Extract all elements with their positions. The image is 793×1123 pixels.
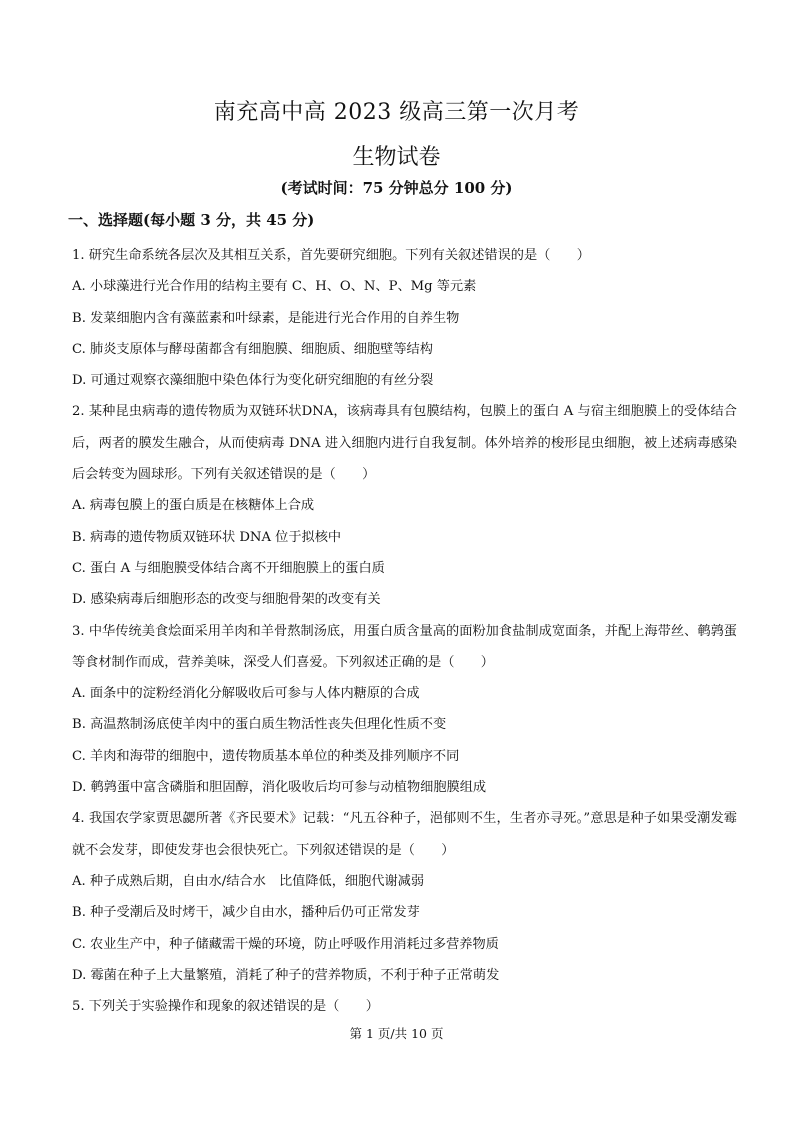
exam-title: 南充高中高 2023 级高三第一次月考	[213, 100, 580, 125]
option-b: B. 种子受潮后及时烤干，减少自由水，播种后仍可正常发芽	[72, 905, 420, 921]
option-d: D. 感染病毒后细胞形态的改变与细胞骨架的改变有关	[72, 592, 381, 608]
option-d: D. 鹌鹑蛋中富含磷脂和胆固醇，消化吸收后均可参与动植物细胞膜组成	[72, 780, 487, 796]
option-d: D. 霉菌在种子上大量繁殖，消耗了种子的营养物质，不利于种子正常萌发	[72, 967, 500, 983]
question-stem: 2. 某种昆虫病毒的遗传物质为双链环状DNA，该病毒具有包膜结构，包膜上的蛋白 A 与宿主细胞膜上的受体结合后，两者的膜发生融合，从而使病毒 DNA 进入细胞内进行自我复制。体外培养的梭形昆虫细胞，被上述病毒感染后会转变为圆球形。下列有关叙述错误的是（ ）	[72, 404, 737, 483]
option-a: A. 病毒包膜上的蛋白质是在核糖体上合成	[72, 498, 315, 514]
option-a: A. 种子成熟后期，自由水/结合水 比值降低，细胞代谢减弱	[72, 873, 425, 889]
option-c: C. 肺炎支原体与酵母菌都含有细胞膜、细胞质、细胞壁等结构	[72, 341, 433, 357]
question	[72, 616, 737, 804]
option-b: B. 发菜细胞内含有藻蓝素和叶绿素，是能进行光合作用的自养生物	[72, 310, 460, 326]
option-a: A. 面条中的淀粉经消化分解吸收后可参与人体内糖原的合成	[72, 686, 420, 702]
subject-title: 生物试卷	[352, 145, 441, 170]
option-c: C. 羊肉和海带的细胞中，遗传物质基本单位的种类及排列顺序不同	[72, 748, 460, 764]
question-stem: 4. 我国农学家贾思勰所著《齐民要术》记载：“凡五谷种子，浥郁则不生，生者亦寻死。”意思是种子如果受潮发霉就不会发芽，即使发芽也会很快死亡。下列叙述错误的是（ ）	[72, 811, 737, 858]
option-c: C. 农业生产中，种子储藏需干燥的环境，防止呼吸作用消耗过多营养物质	[72, 936, 499, 952]
question	[72, 396, 737, 615]
question	[72, 991, 737, 1022]
question-list	[72, 240, 737, 1022]
question	[72, 803, 737, 991]
question-stem: 5. 下列关于实验操作和现象的叙述错误的是（ ）	[72, 999, 379, 1015]
question	[72, 240, 737, 396]
page-number: 第 1 页/共 10 页	[349, 1026, 444, 1041]
question-stem: 1. 研究生命系统各层次及其相互关系，首先要研究细胞。下列有关叙述错误的是（ ）	[72, 248, 590, 263]
question-stem: 3. 中华传统美食烩面采用羊肉和羊骨熬制汤底，用蛋白质含量高的面粉加食盐制成宽面条，并配上海带丝、鹌鹑蛋等食材制作而成，营养美味，深受人们喜爱。下列叙述正确的是（ ）	[72, 623, 737, 670]
option-b: B. 高温熬制汤底使羊肉中的蛋白质生物活性丧失但理化性质不变	[72, 717, 447, 733]
option-d: D. 可通过观察衣藻细胞中染色体行为变化研究细胞的有丝分裂	[72, 373, 434, 389]
option-c: C. 蛋白 A 与细胞膜受体结合离不开细胞膜上的蛋白质	[72, 560, 385, 576]
option-a: A. 小球藻进行光合作用的结构主要有 C、H、O、N、P、Mg 等元素	[72, 279, 477, 295]
option-b: B. 病毒的遗传物质双链环状 DNA 位于拟核中	[72, 529, 342, 545]
exam-info: (考试时间：75 分钟总分 100 分)	[280, 179, 513, 197]
section-heading: 一、选择题(每小题 3 分，共 45 分)	[68, 211, 315, 229]
